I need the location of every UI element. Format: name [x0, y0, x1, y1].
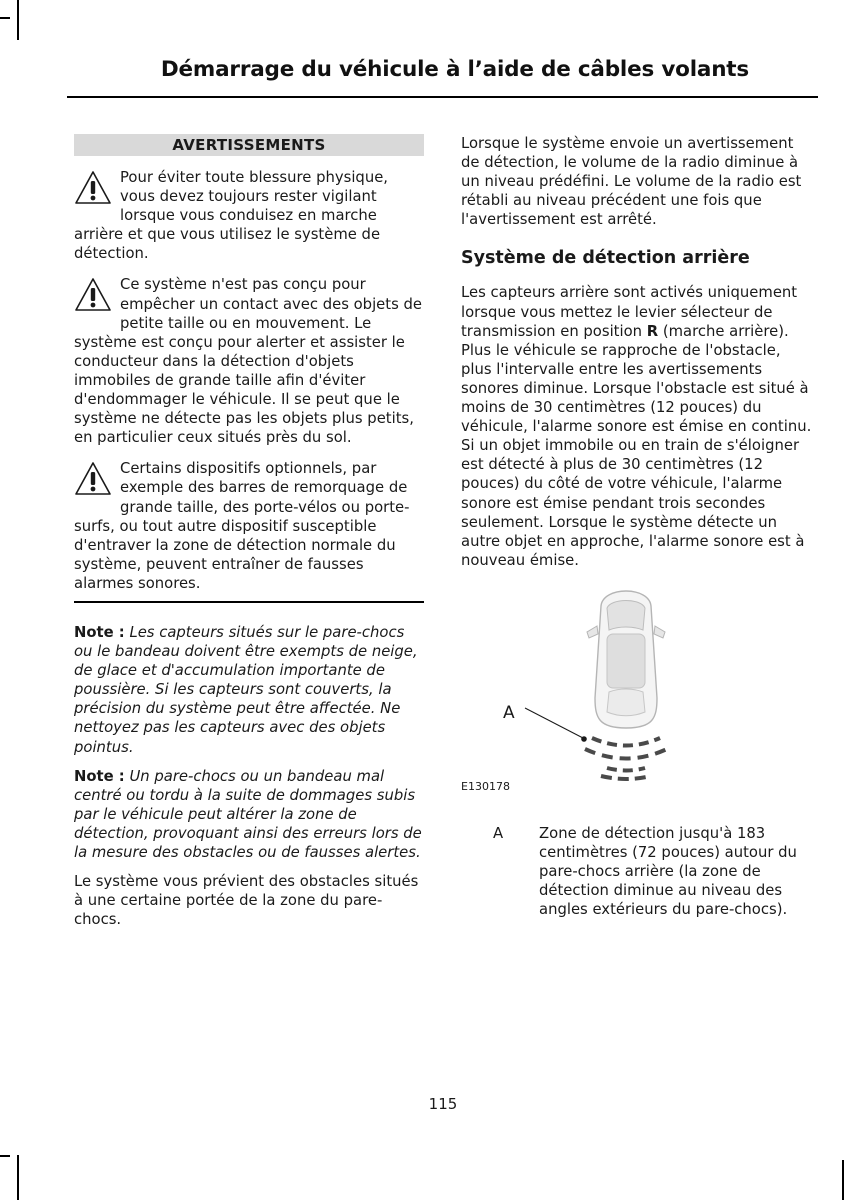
right-column: [461, 134, 813, 919]
warning-triangle-icon: [74, 170, 112, 208]
figure-legend: [461, 824, 813, 919]
crop-mark: [0, 17, 10, 19]
paragraph-text: Les capteurs arrière sont activés uniquement lorsque vous mettez le levier sélecteur de transmission en position: [461, 284, 798, 340]
warnings-end-rule: [74, 601, 424, 603]
callout-letter: A: [503, 702, 515, 723]
car-top-view-illustration: [461, 578, 813, 798]
warning-text: Ce système n'est pas conçu pour empêcher un contact avec des objets de petite taille ou en mouvement. Le système est conçu pour alerter et assister le conducteur dans la détection d'objets immobiles de grande taille afin d'éviter d'endommager le véhicule. Il se peut que le système ne détecte pas les objets plus petits, en particulier ceux situés près du sol.: [74, 276, 422, 447]
page-title: Démarrage du véhicule à l’aide de câbles volants: [160, 57, 749, 82]
note-label: Note :: [74, 623, 125, 641]
note-text: Un pare-chocs ou un bandeau mal centré ou tordu à la suite de dommages subis par le véhicule peut altérer la zone de détection, provoquant ainsi des erreurs lors de la mesure des obstacles ou de fausses alertes.: [74, 767, 422, 861]
warning-item: [74, 459, 424, 593]
body-paragraph: Le système vous prévient des obstacles situés à une certaine portée de la zone du pare-chocs.: [74, 873, 419, 929]
warning-triangle-icon: [74, 277, 112, 315]
crop-mark: [17, 1155, 19, 1200]
warnings-header: AVERTISSEMENTS: [74, 134, 424, 156]
note-label: Note :: [74, 767, 125, 785]
body-paragraph: [461, 283, 813, 569]
rear-detection-diagram: [461, 578, 813, 814]
note: [74, 623, 424, 757]
crop-mark: [17, 0, 19, 40]
warning-item: [74, 275, 424, 447]
body-paragraph: Lorsque le système envoie un avertissement de détection, le volume de la radio diminue à un niveau prédéfini. Le volume de la radio est rétabli au niveau précédent une fois que l'avertissement est arrêté.: [461, 135, 802, 229]
warning-item: [74, 168, 424, 263]
paragraph-text: (marche arrière). Plus le véhicule se rapproche de l'obstacle, plus l'intervalle entre les avertissements sonores diminue. Lorsque l'obstacle est situé à moins de 30 centimètres (12 pouces) du véhicule, l'alarme sonore est émise en continu. Si un objet immobile ou en train de s'éloigner est détecté à plus de 30 centimètres (12 pouces) du côté de votre véhicule, l'alarme sonore est émise pendant trois secondes seulement. Lorsque le système détecte un autre objet en approche, l'alarme sonore est à nouveau émise.: [461, 322, 812, 569]
page-number: 115: [428, 1095, 458, 1113]
left-column: [74, 134, 424, 929]
figure-id: E130178: [461, 779, 510, 793]
section-heading: Système de détection arrière: [461, 248, 750, 269]
warning-text: Certains dispositifs optionnels, par exemple des barres de remorquage de grande taille, des porte-vélos ou porte-surfs, ou tout autre dispositif susceptible d'entraver la zone de détection normale du système, peuvent entraîner de fausses alarmes sonores.: [74, 460, 410, 592]
gear-r: R: [646, 322, 659, 340]
legend-key: A: [493, 824, 504, 842]
crop-mark: [842, 1160, 844, 1200]
warning-text: Pour éviter toute blessure physique, vous devez toujours rester vigilant lorsque vous conduisez en marche arrière et que vous utilisez le système de détection.: [74, 169, 389, 263]
legend-text: Zone de détection jusqu'à 183 centimètres (72 pouces) autour du pare-chocs arrière (la zone de détection diminue au niveau des angles extérieurs du pare-chocs).: [539, 824, 797, 919]
note: [74, 767, 424, 862]
crop-mark: [0, 1155, 10, 1157]
note-text: Les capteurs situés sur le pare-chocs ou le bandeau doivent être exempts de neige, de glace et d'accumulation importante de poussière. Si les capteurs sont couverts, la précision du système peut être affectée. Ne nettoyez pas les capteurs avec des objets pointus.: [74, 623, 418, 756]
warning-triangle-icon: [74, 461, 112, 499]
title-rule: [67, 96, 818, 98]
